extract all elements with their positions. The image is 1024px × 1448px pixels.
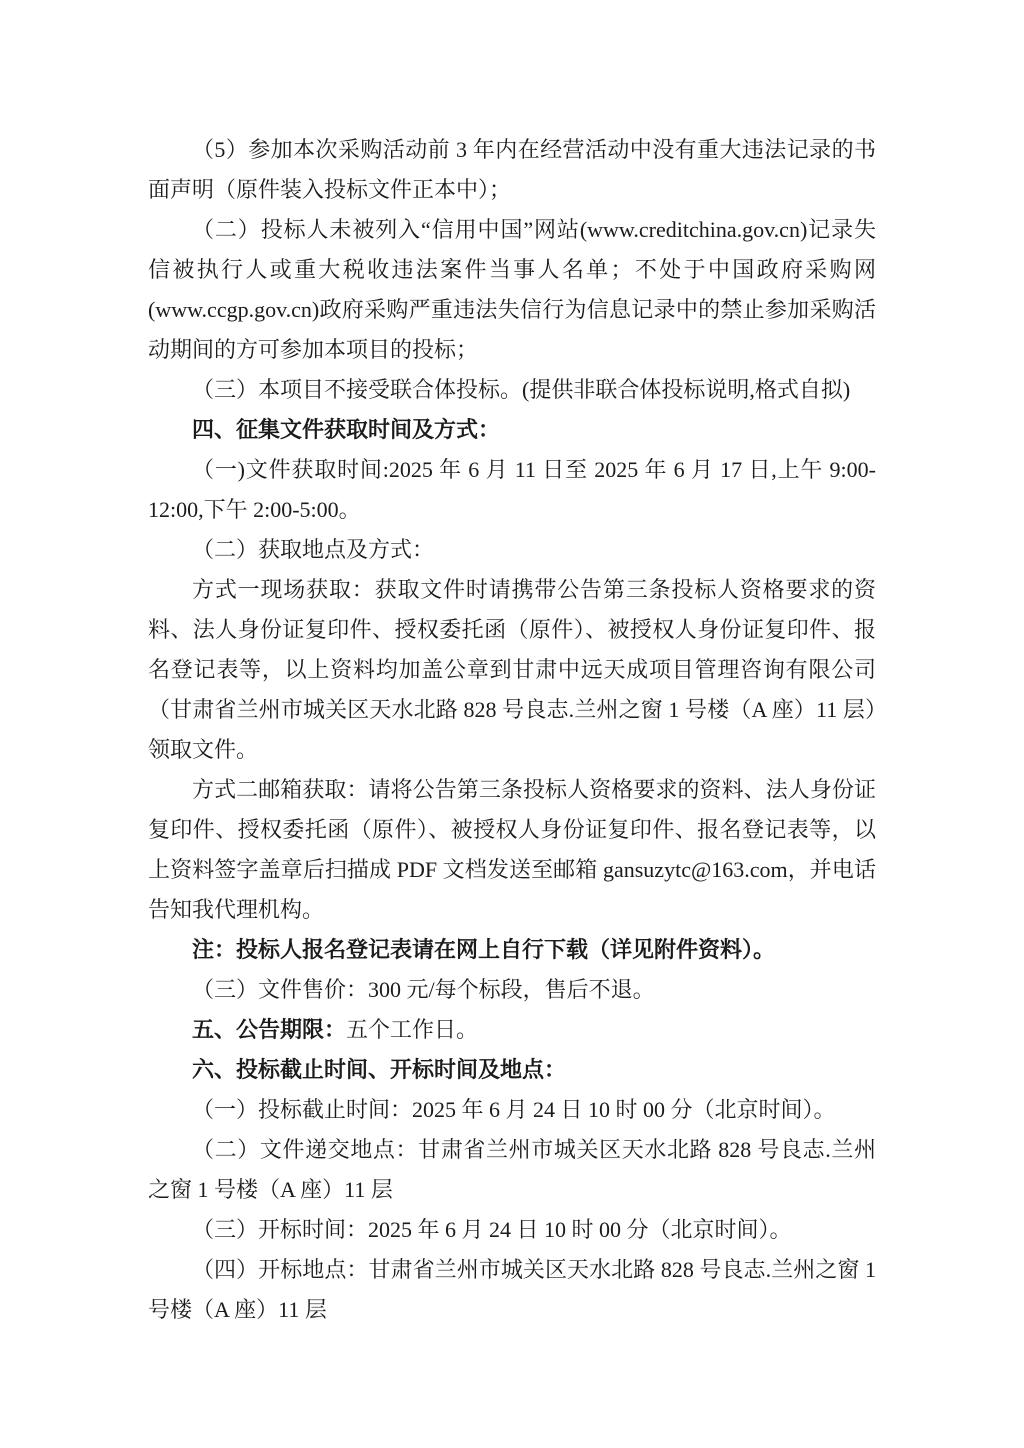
clause-2-credit-china-requirement	[148, 210, 876, 370]
section-4-1-acquisition-time	[148, 450, 876, 530]
text-run: 五、公告期限：	[192, 1017, 347, 1042]
section-4-method-2-email	[148, 770, 876, 930]
text-run: （三）开标时间：2025 年 6 月 24 日 10 时 00 分（北京时间）。	[192, 1217, 792, 1242]
clause-5-no-violation-declaration	[148, 130, 876, 210]
text-run: （四）开标地点：甘肃省兰州市城关区天水北路 828 号良志.兰州之窗 1 号楼（A 座）11 层	[148, 1257, 876, 1322]
section-4-3-document-price	[148, 970, 876, 1010]
text-run: （二）获取地点及方式：	[192, 537, 435, 562]
section-6-2-submission-location	[148, 1130, 876, 1210]
text-run: 五个工作日。	[346, 1017, 479, 1042]
clause-3-no-consortium-bidding	[148, 370, 876, 410]
text-run: （二）投标人未被列入“信用中国”网站(www.creditchina.gov.cn)记录失信被执行人或重大税收违法案件当事人名单；不处于中国政府采购网(www.ccgp.gov.cn)政府采购严重违法失信行为信息记录中的禁止参加采购活动期间的方可参加本项目的投标；	[148, 217, 876, 362]
text-run: （一)文件获取时间:2025 年 6 月 11 日至 2025 年 6 月 17 日,上午 9:00-12:00,下午 2:00-5:00。	[148, 457, 876, 522]
text-run: 方式一现场获取：获取文件时请携带公告第三条投标人资格要求的资料、法人身份证复印件、授权委托函（原件）、被授权人身份证复印件、报名登记表等，以上资料均加盖公章到甘肃中远天成项目管理咨询有限公司（甘肃省兰州市城关区天水北路 828 号良志.兰州之窗 1 号楼（A 座）11 层）领取文件。	[148, 577, 876, 762]
section-6-3-bid-opening-time	[148, 1210, 876, 1250]
announcement-body	[148, 130, 876, 1330]
section-5-announcement-period	[148, 1010, 876, 1050]
text-run: 六、投标截止时间、开标时间及地点：	[192, 1057, 567, 1082]
text-run: （5）参加本次采购活动前 3 年内在经营活动中没有重大违法记录的书面声明（原件装入投标文件正本中）；	[148, 137, 876, 202]
section-4-method-1-onsite	[148, 570, 876, 770]
section-6-1-bid-deadline-time	[148, 1090, 876, 1130]
section-6-4-bid-opening-location	[148, 1250, 876, 1330]
text-run: （三）本项目不接受联合体投标。(提供非联合体投标说明,格式自拟)	[192, 377, 851, 402]
text-run: 方式二邮箱获取：请将公告第三条投标人资格要求的资料、法人身份证复印件、授权委托函（原件）、被授权人身份证复印件、报名登记表等，以上资料签字盖章后扫描成 PDF 文档发送至邮箱 gansuzytc@163.com，并电话告知我代理机构。	[148, 777, 876, 922]
text-run: 注：投标人报名登记表请在网上自行下载（详见附件资料）。	[192, 937, 776, 962]
section-4-heading-document-acquisition	[148, 410, 876, 450]
note-registration-form-download	[148, 930, 876, 970]
text-run: 四、征集文件获取时间及方式：	[192, 417, 501, 442]
text-run: （二）文件递交地点：甘肃省兰州市城关区天水北路 828 号良志.兰州之窗 1 号楼（A 座）11 层	[148, 1137, 876, 1202]
text-run: （三）文件售价：300 元/每个标段，售后不退。	[192, 977, 655, 1002]
text-run: （一）投标截止时间：2025 年 6 月 24 日 10 时 00 分（北京时间）。	[192, 1097, 836, 1122]
section-4-2-acquisition-location	[148, 530, 876, 570]
section-6-heading-bid-deadline	[148, 1050, 876, 1090]
